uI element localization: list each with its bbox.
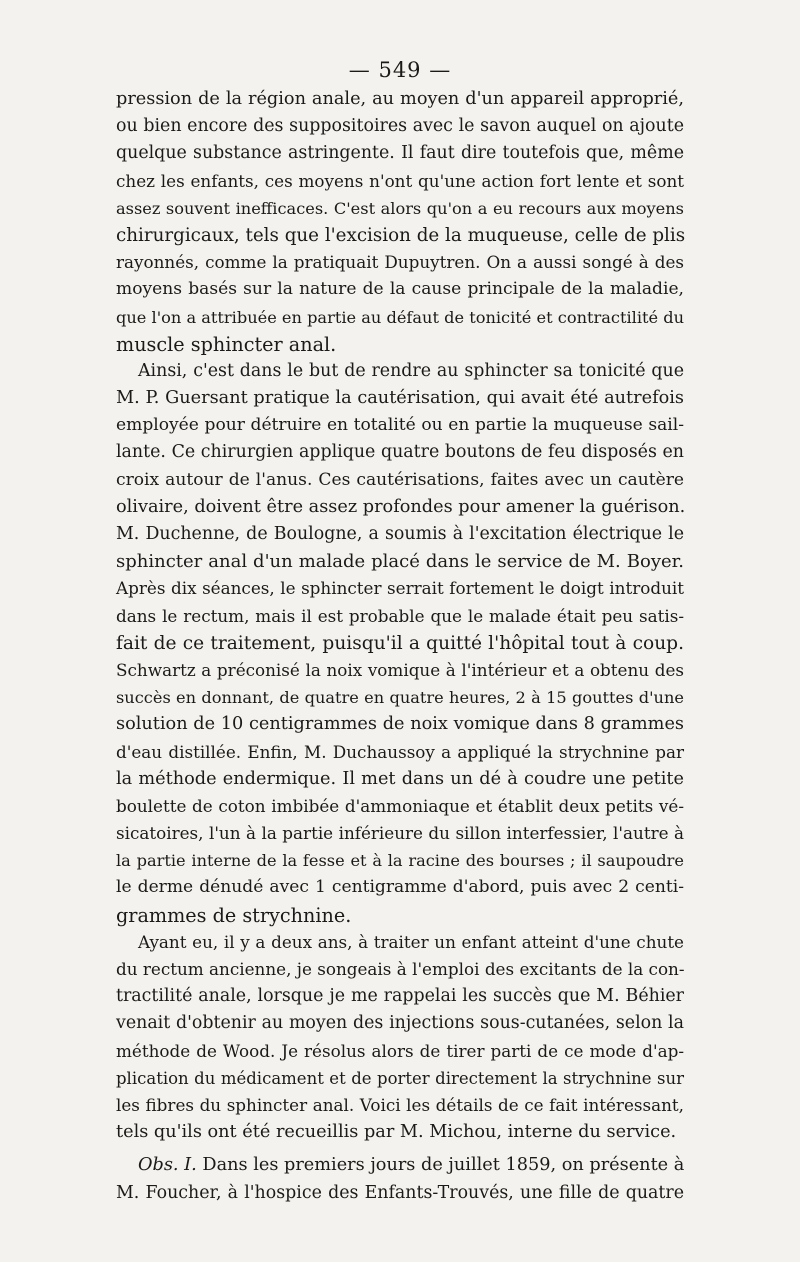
text-line: muscle sphincter anal. [116, 332, 337, 356]
text-line: M. Duchenne, de Boulogne, a soumis à l'excitation électrique le [116, 524, 684, 544]
text-line: d'eau distillée. Enfin, M. Duchaussoy a appliqué la strychnine par [116, 741, 684, 762]
body-text [116, 86, 684, 1207]
observation-label: Obs. I. [138, 1155, 197, 1176]
text-line: chirurgicaux, tels que l'excision de la muqueuse, celle de plis [116, 224, 686, 246]
text-line: du rectum ancienne, je songeais à l'emploi des excitants de la con- [116, 959, 685, 979]
text-line: plication du médicament et de porter directement la strychnine sur [116, 1068, 684, 1088]
text-line: employée pour détruire en totalité ou en partie la muqueuse sail- [116, 415, 684, 436]
text-line: M. Foucher, à l'hospice des Enfants-Trouvés, une fille de quatre [116, 1182, 684, 1203]
text-line: Schwartz a préconisé la noix vomique à l'intérieur et a obtenu des [116, 659, 684, 680]
text-line: fait de ce traitement, puisqu'il a quitté l'hôpital tout à coup. [116, 632, 684, 654]
text-line: dans le rectum, mais il est probable que le malade était peu satis- [116, 605, 684, 626]
text-line: sphincter anal d'un malade placé dans le service de M. Boyer. [116, 551, 684, 573]
text-line: quelque substance astringente. Il faut dire toutefois que, même [116, 143, 684, 164]
text-line: les fibres du sphincter anal. Voici les détails de ce fait intéressant, [116, 1094, 684, 1115]
text-line: Après dix séances, le sphincter serrait fortement le doigt introduit [116, 578, 684, 599]
text-line: boulette de coton imbibée d'ammoniaque et établit deux petits vé- [116, 795, 684, 816]
text-line: sicatoires, l'un à la partie inférieure du sillon interfessier, l'autre à [116, 823, 684, 844]
text-line: lante. Ce chirurgien applique quatre boutons de feu disposés en [116, 442, 684, 463]
text-line: M. P. Guersant pratique la cautérisation, qui avait été autrefois [116, 388, 684, 409]
text-line: méthode de Wood. Je résolus alors de tirer parti de ce mode d'ap- [116, 1040, 684, 1061]
paragraph-start-line: Ayant eu, il y a deux ans, à traiter un enfant atteint d'une chute [138, 931, 684, 952]
text-line: olivaire, doivent être assez profondes pour amener la guérison. [116, 496, 686, 517]
text-line: la partie interne de la fesse et à la racine des bourses ; il saupoudre [116, 851, 684, 871]
text-line: croix autour de l'anus. Ces cautérisations, faites avec un cautère [116, 469, 684, 490]
text-line: solution de 10 centigrammes de noix vomique dans 8 grammes [116, 714, 684, 735]
text-line: chez les enfants, ces moyens n'ont qu'une action fort lente et sont [116, 170, 684, 191]
text-line: tels qu'ils ont été recueillis par M. Michou, interne du service. [116, 1122, 677, 1143]
text-line: rayonnés, comme la pratiquait Dupuytren. On a aussi songé à des [116, 252, 684, 273]
text-line: grammes de strychnine. [116, 903, 352, 927]
observation-text: Dans les premiers jours de juillet 1859, on présente à [202, 1155, 685, 1176]
text-line: pression de la région anale, au moyen d'un appareil approprié, [116, 89, 684, 109]
text-line: le derme dénudé avec 1 centigramme d'abord, puis avec 2 centi- [116, 877, 684, 898]
text-line: venait d'obtenir au moyen des injections sous-cutanées, selon la [116, 1013, 684, 1034]
page-number: — 549 — [348, 58, 452, 82]
text-line: tractilité anale, lorsque je me rappelai les succès que M. Béhier [116, 986, 684, 1007]
text-line: la méthode endermique. Il met dans un dé à coudre une petite [116, 768, 684, 789]
observation-heading-line [116, 1152, 684, 1179]
text-line: succès en donnant, de quatre en quatre heures, 2 à 15 gouttes d'une [116, 688, 684, 708]
text-line: moyens basés sur la nature de la cause principale de la maladie, [116, 279, 684, 300]
text-line: que l'on a attribuée en partie au défaut de tonicité et contractilité du [116, 307, 685, 327]
text-line: assez souvent inefficaces. C'est alors qu'on a eu recours aux moyens [116, 198, 684, 218]
paragraph-start-line: Ainsi, c'est dans le but de rendre au sphincter sa tonicité que [138, 360, 684, 381]
text-line: ou bien encore des suppositoires avec le savon auquel on ajoute [116, 116, 684, 137]
